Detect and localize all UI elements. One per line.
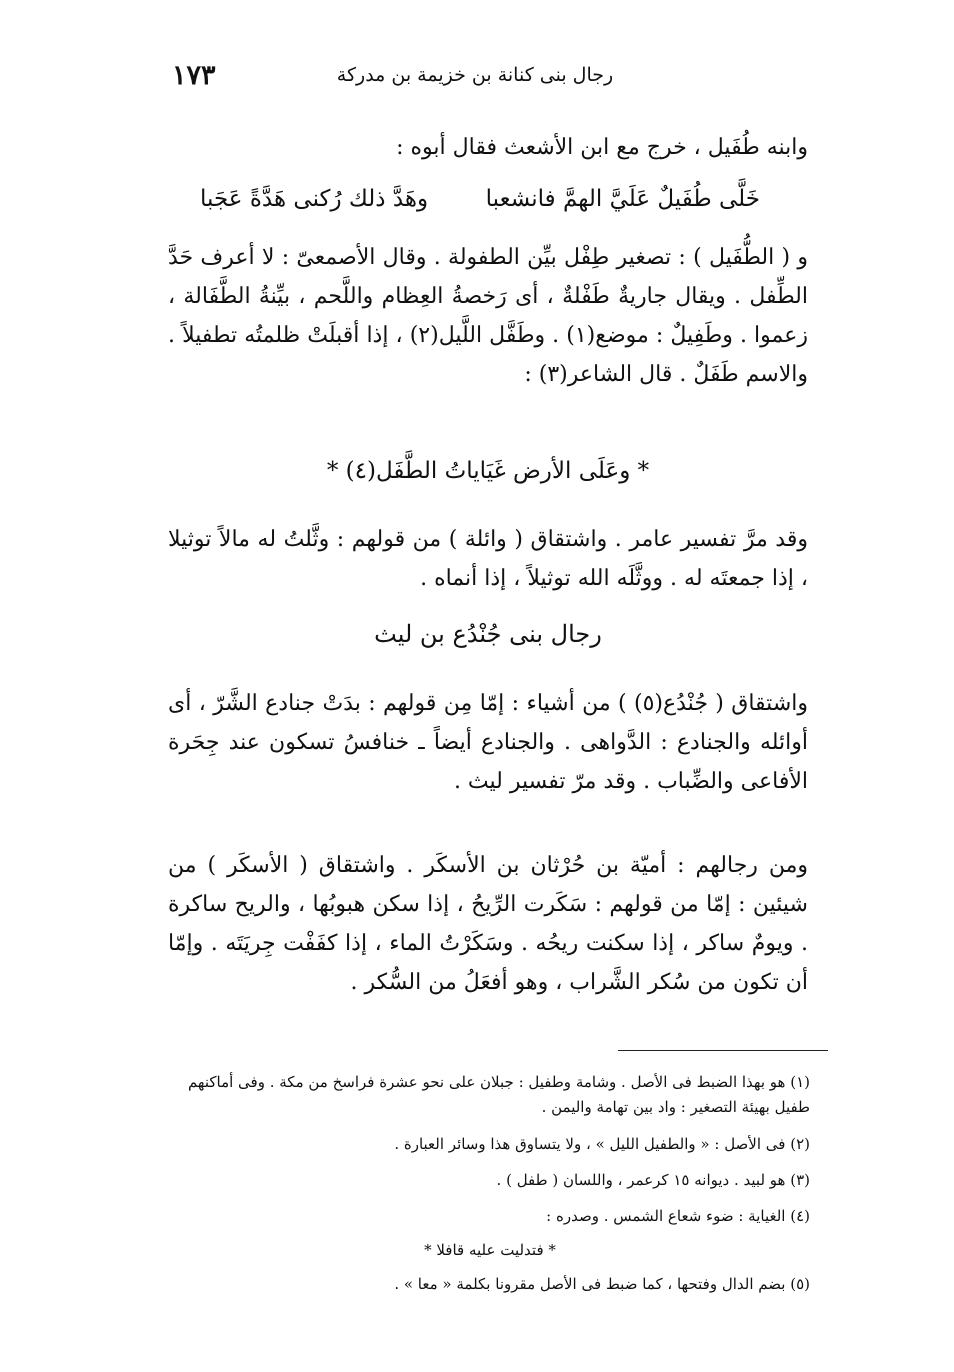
paragraph-1: وابنه طُفَيل ، خرج مع ابن الأشعث فقال أبوه : bbox=[396, 135, 808, 160]
footnote-1: (١) هو بهذا الضبط فى الأصل . وشامة وطفيل : جبلان على نحو عشرة فراسخ من مكة . وفى أماكنهم طفيل بهيئة التصغير : واد بين تهامة واليمن . bbox=[187, 1073, 810, 1116]
footnote-3: (٣) هو لبيد . ديوانه ١٥ كرعمر ، واللسان ( طفل ) . bbox=[496, 1171, 810, 1189]
verse-1-second-hemistich: وهَدَّ ذلك رُكنى هَدَّةً عَجَبا bbox=[200, 186, 429, 212]
section-heading: رجال بنى جُنْدُع بن ليث bbox=[374, 620, 602, 648]
paragraph-2: و ( الطُّفَيل ) : تصغير طِفْل بيِّن الطفولة . وقال الأصمعىّ : لا أعرف حَدَّ الطِّفل . ويقال جاريةٌ طَفْلةٌ ، أى رَخصةُ العِظام واللَّحم ، بيِّنةُ الطَّفَالة ، زعموا . وطَفِيلٌ : موضع(١) . وطَفَّل اللَّيل(٢) ، إذا أقبلَتْ ظلمتُه تطفيلاً . والاسم طَفَلٌ . قال الشاعر(٣) : bbox=[168, 245, 808, 387]
footnote-separator bbox=[618, 1050, 828, 1051]
paragraph-3: وقد مرَّ تفسير عامر . واشتقاق ( وائلة ) من قولهم : وثَّلتُ له مالاً توثيلا ، إذا جمعتَه له . ووثَّلَه الله توثيلاً ، إذا أنماه . bbox=[168, 527, 808, 591]
paragraph-5: ومن رجالهم : أميّة بن حُرْثان بن الأسكَر . واشتقاق ( الأسكَر ) من شيئين : إمّا من قولهم : سَكَرت الرِّيحُ ، إذا سكن هبوبُها ، والريح ساكرة . ويومٌ ساكر ، إذا سكنت ريحُه . وسَكَرْتُ الماء ، إذا كفَفْت جِريَتَه . وإمّا أن تكون من سُكر الشَّراب ، وهو أفعَلُ من السُّكر . bbox=[168, 853, 808, 995]
page-number: ١٧٣ bbox=[172, 60, 216, 91]
verse-1-first-hemistich: خَلَّى طُفَيلٌ عَلَيَّ الهمَّ فانشعبا bbox=[485, 186, 760, 212]
verse-2: * وعَلَى الأرض غَيَاياتُ الطَّفَل(٤) * bbox=[326, 458, 650, 484]
footnote-4-verse: * فتدليت عليه قافلا * bbox=[424, 1241, 556, 1259]
running-title: رجال بنى كنانة بن خزيمة بن مدركة bbox=[336, 64, 614, 86]
footnote-5: (٥) بضم الدال وفتحها ، كما ضبط فى الأصل مقرونا بكلمة « معا » . bbox=[394, 1275, 810, 1293]
footnote-2: (٢) فى الأصل : « والطفيل الليل » ، ولا يتساوق هذا وسائر العبارة . bbox=[394, 1135, 810, 1153]
footnote-4: (٤) الغياية : ضوء شعاع الشمس . وصدره : bbox=[546, 1207, 810, 1225]
paragraph-4: واشتقاق ( جُنْدُع(٥) ) من أشياء : إمّا مِن قولهم : بدَتْ جنادع الشَّرّ ، أى أوائله والجنادع : الدَّواهى . والجنادع أيضاً ـ خنافسُ تسكون عند جِحَرة الأفاعى والضِّباب . وقد مرّ تفسير ليث . bbox=[168, 691, 808, 794]
